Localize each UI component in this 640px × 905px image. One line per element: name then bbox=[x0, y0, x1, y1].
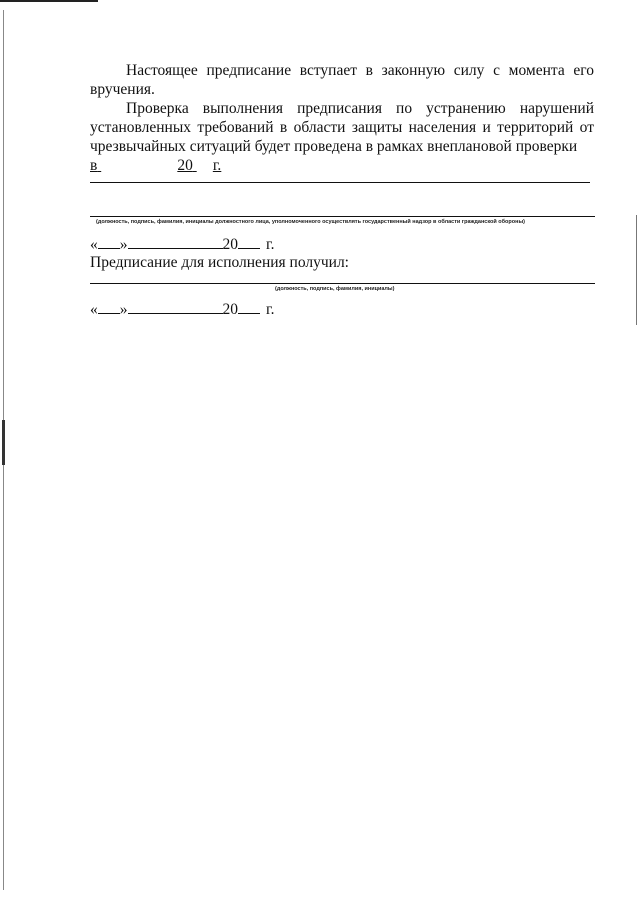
inspection-blank-line[interactable] bbox=[90, 182, 590, 183]
recipient-signature-line[interactable] bbox=[90, 283, 595, 284]
scan-edge-top bbox=[0, 0, 98, 2]
paragraph-verification bbox=[90, 99, 594, 156]
inspection-date-suffix: г. bbox=[212, 157, 222, 174]
date-close-quote-2: » bbox=[119, 301, 128, 318]
received-label: Предписание для исполнения получил: bbox=[90, 254, 349, 271]
official-signature-caption: (должность, подпись, фамилия, инициалы должностного лица, уполномоченного осуществлять государственный надзор в области гражданской обороны) bbox=[96, 219, 525, 225]
paragraph-effective: Настоящее предписание вступает в законную силу с момента его вручения. bbox=[90, 62, 594, 98]
date-open-quote-2: « bbox=[90, 301, 98, 318]
inspection-date-year: 20 bbox=[177, 157, 193, 174]
date-suffix-2: г. bbox=[266, 301, 275, 318]
recipient-date-line bbox=[90, 300, 274, 319]
scan-edge-right bbox=[636, 215, 637, 325]
official-date-line bbox=[90, 235, 274, 254]
date-open-quote: « bbox=[90, 236, 98, 253]
date-suffix: г. bbox=[266, 236, 275, 253]
inspection-date-prefix: в bbox=[90, 157, 98, 174]
recipient-signature-caption: (должность, подпись, фамилия, инициалы) bbox=[275, 286, 395, 292]
date-year-2: 20 bbox=[222, 301, 238, 318]
official-signature-line[interactable] bbox=[90, 216, 595, 217]
paragraph-verification-text: Проверка выполнения предписания по устранению нарушений установленных требований в области защиты населения и территорий от чрезвычайных ситуаций будет проведена в рамках внеплановой проверки bbox=[90, 100, 594, 155]
inspection-date-line bbox=[90, 156, 221, 175]
scan-edge-left-mark bbox=[2, 420, 5, 465]
date-close-quote: » bbox=[119, 236, 128, 253]
date-year: 20 bbox=[222, 236, 238, 253]
